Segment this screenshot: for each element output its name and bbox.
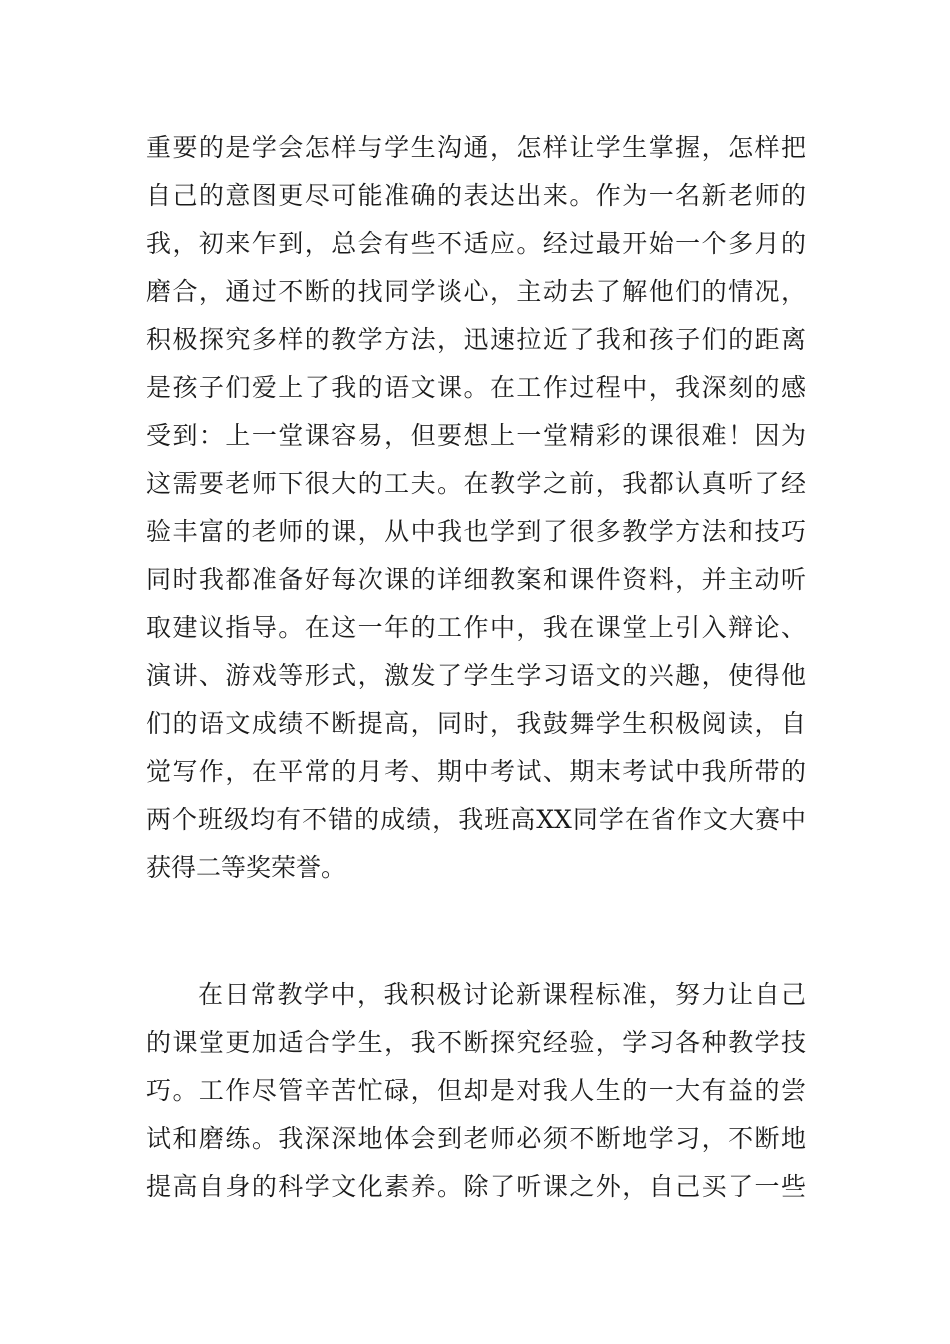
- text-line: 重要的是学会怎样与学生沟通，怎样让学生掌握，怎样把: [146, 133, 806, 162]
- text-line: 两个班级均有不错的成绩，我班高XX同学在省作文大赛中: [146, 805, 806, 834]
- text-line: 磨合，通过不断的找同学谈心，主动去了解他们的情况，: [146, 277, 806, 306]
- paragraph-2: [146, 971, 806, 1211]
- text-line: 试和磨练。我深深地体会到老师必须不断地学习，不断地: [146, 1124, 806, 1153]
- text-line: 觉写作，在平常的月考、期中考试、期末考试中我所带的: [146, 757, 806, 786]
- text-line: 的课堂更加适合学生，我不断探究经验，学习各种教学技: [146, 1028, 806, 1057]
- text-line: 取建议指导。在这一年的工作中，我在课堂上引入辩论、: [146, 613, 806, 642]
- text-line: 这需要老师下很大的工夫。在教学之前，我都认真听了经: [146, 469, 806, 498]
- text-line: 巧。工作尽管辛苦忙碌，但却是对我人生的一大有益的尝: [146, 1076, 806, 1105]
- text-line: 同时我都准备好每次课的详细教案和课件资料，并主动听: [146, 565, 806, 594]
- text-line: 是孩子们爱上了我的语文课。在工作过程中，我深刻的感: [146, 373, 806, 402]
- text-line: 提高自身的科学文化素养。除了听课之外，自己买了一些: [146, 1172, 806, 1201]
- text-line: 我，初来乍到，总会有些不适应。经过最开始一个多月的: [146, 229, 806, 258]
- text-line: 在日常教学中，我积极讨论新课程标准，努力让自己: [198, 980, 806, 1009]
- paragraph-1: [146, 124, 806, 892]
- text-line: 验丰富的老师的课，从中我也学到了很多教学方法和技巧: [146, 517, 806, 546]
- text-line: 积极探究多样的教学方法，迅速拉近了我和孩子们的距离: [146, 325, 806, 354]
- text-line: 获得二等奖荣誉。: [146, 853, 347, 882]
- text-line: 演讲、游戏等形式，激发了学生学习语文的兴趣，使得他: [146, 661, 806, 690]
- text-line: 们的语文成绩不断提高，同时，我鼓舞学生积极阅读，自: [146, 709, 806, 738]
- text-line: 受到：上一堂课容易，但要想上一堂精彩的课很难！因为: [146, 421, 806, 450]
- text-line: 自己的意图更尽可能准确的表达出来。作为一名新老师的: [146, 181, 806, 210]
